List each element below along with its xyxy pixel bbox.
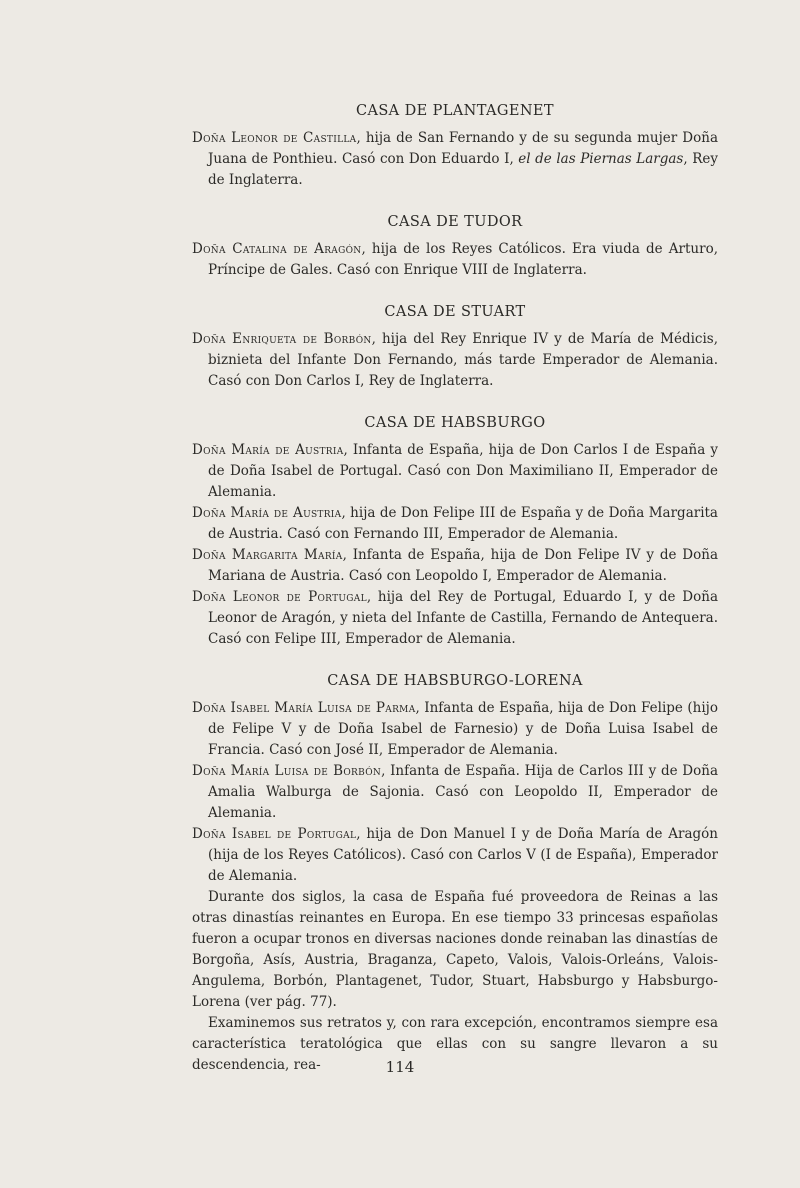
entry-name: Doña Catalina de Aragón	[192, 241, 362, 257]
entry	[192, 503, 718, 545]
entry-text: , Infanta de España. Hija de Carlos III y de Doña Amalia Walburga de Sajonia. Casó con Leopoldo II, Emperador de Alemania.	[208, 763, 718, 821]
entry	[192, 329, 718, 392]
section-title: CASA DE TUDOR	[387, 214, 523, 230]
entry-tail: , Rey de Inglaterra.	[208, 151, 718, 188]
section-title: CASA DE HABSBURGO	[364, 415, 546, 431]
section-title: CASA DE HABSBURGO-LORENA	[327, 673, 583, 689]
section-plantagenet	[192, 100, 718, 191]
section-title: CASA DE STUART	[384, 304, 526, 320]
entry-name: Doña Enriqueta de Borbón	[192, 331, 372, 347]
entry	[192, 761, 718, 824]
section-habsburgo-lorena	[192, 670, 718, 887]
entry	[192, 128, 718, 191]
entry-text: , Infanta de España, hija de Don Carlos I de España y de Doña Isabel de Portugal. Casó con Don Maximiliano II, Emperador de Alemania.	[208, 442, 718, 500]
entry-name: Doña Leonor de Castilla	[192, 130, 357, 146]
section-stuart	[192, 301, 718, 392]
entry-text: , hija del Rey de Portugal, Eduardo I, y de Doña Leonor de Aragón, y nieta del Infante de Castilla, Fernando de Antequera. Casó con Felipe III, Emperador de Alemania.	[208, 589, 718, 647]
entry	[192, 587, 718, 650]
entry	[192, 440, 718, 503]
entry	[192, 824, 718, 887]
entry-italic: el de las Piernas Largas	[518, 151, 684, 167]
entry-text: , hija de los Reyes Católicos. Era viuda de Arturo, Príncipe de Gales. Casó con Enrique VIII de Inglaterra.	[208, 241, 718, 278]
entry-name: Doña María de Austria	[192, 505, 342, 521]
page-number: 114	[385, 1058, 415, 1076]
entry-text: , Infanta de España, hija de Don Felipe (hijo de Felipe V y de Doña Isabel de Farnesio) y de Doña Luisa Isabel de Francia. Casó con José II, Emperador de Alemania.	[208, 700, 718, 758]
body-paragraph: Examinemos sus retratos y, con rara excepción, encontramos siempre esa característica teratológica que ellas con su sangre llevaron a su descendencia, rea-	[192, 1015, 718, 1073]
entry	[192, 545, 718, 587]
entry-name: Doña María Luisa de Borbón	[192, 763, 382, 779]
entry-text: , hija del Rey Enrique IV y de María de Médicis, biznieta del Infante Don Fernando, más tarde Emperador de Alemania. Casó con Don Carlos I, Rey de Inglaterra.	[208, 331, 719, 389]
body-paragraph: Durante dos siglos, la casa de España fué proveedora de Reinas a las otras dinastías reinantes en Europa. En ese tiempo 33 princesas españolas fueron a ocupar tronos en diversas naciones donde reinaban las dinastías de Borgoña, Asís, Austria, Braganza, Capeto, Valois, Valois-Orleáns, Valois-Angulema, Borbón, Plantagenet, Tudor, Stuart, Habsburgo y Habsburgo-Lorena (ver pág. 77).	[192, 889, 718, 1010]
entry	[192, 698, 718, 761]
entry-text: , hija de San Fernando y de su segunda mujer Doña Juana de Ponthieu. Casó con Don Eduardo I,	[208, 130, 718, 167]
entry-name: Doña María de Austria	[192, 442, 344, 458]
entry-name: Doña Leonor de Portugal	[192, 589, 367, 605]
page-content	[192, 100, 718, 1076]
section-habsburgo	[192, 412, 718, 650]
entry-text: , Infanta de España, hija de Don Felipe IV y de Doña Mariana de Austria. Casó con Leopoldo I, Emperador de Alemania.	[208, 547, 718, 584]
entry-name: Doña Margarita María	[192, 547, 343, 563]
entry-text: , hija de Don Felipe III de España y de Doña Margarita de Austria. Casó con Fernando III, Emperador de Alemania.	[208, 505, 718, 542]
entry	[192, 239, 718, 281]
entry-name: Doña Isabel de Portugal	[192, 826, 357, 842]
entry-name: Doña Isabel María Luisa de Parma	[192, 700, 416, 716]
section-title: CASA DE PLANTAGENET	[355, 103, 554, 119]
section-tudor	[192, 211, 718, 281]
entry-text: , hija de Don Manuel I y de Doña María de Aragón (hija de los Reyes Católicos). Casó con Carlos V (I de España), Emperador de Alemania.	[208, 826, 718, 884]
